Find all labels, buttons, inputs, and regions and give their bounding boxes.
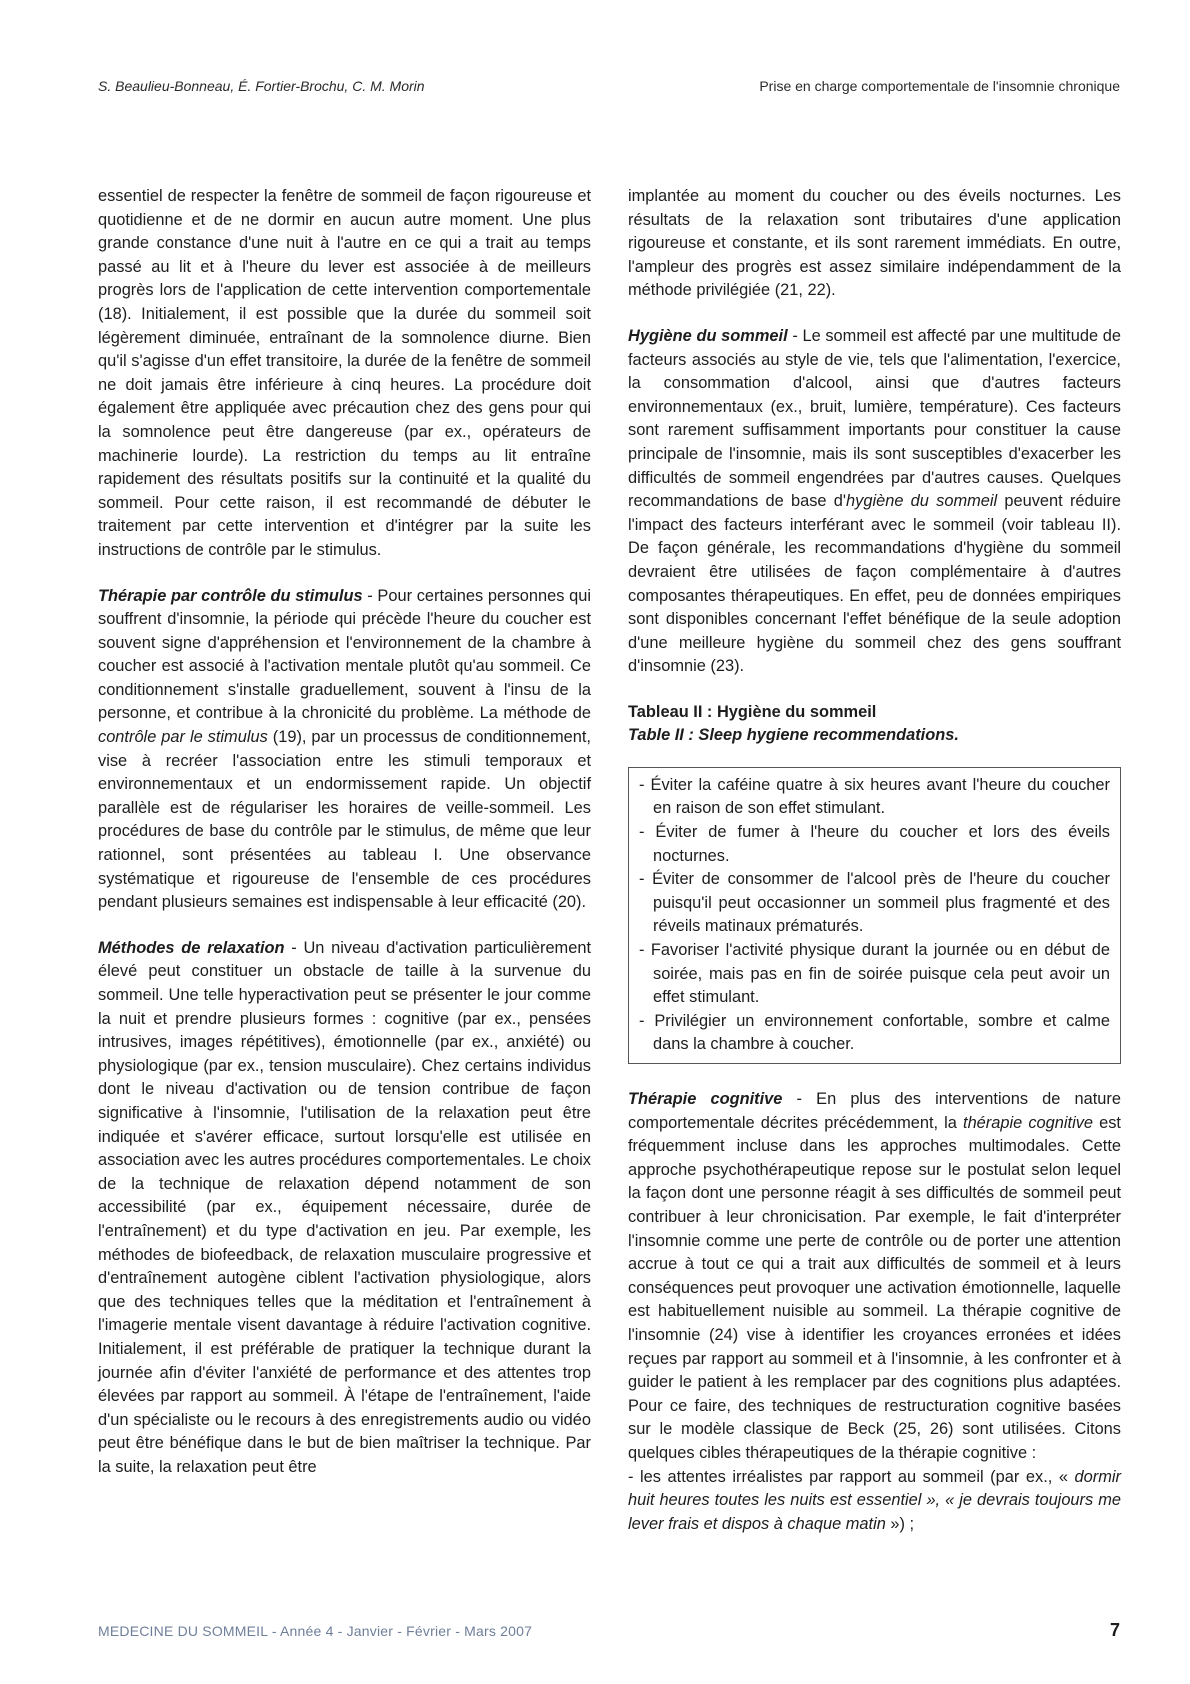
page-footer: [98, 1620, 1120, 1641]
running-header: [98, 78, 1120, 94]
cognitive-list-a: - les attentes irréalistes par rapport au sommeil (par ex., «: [628, 1467, 1075, 1486]
section-heading-cognitive: Thérapie cognitive: [628, 1090, 783, 1108]
article-title: Prise en charge comportementale de l'insomnie chronique: [759, 78, 1120, 94]
table-item: - Favoriser l'activité physique durant la journée ou en début de soirée, mais pas en fin de soirée puisque cela peut avoir un effet stimulant.: [639, 941, 1110, 1007]
cognitive-list-b: ») ;: [885, 1514, 915, 1533]
cognitive-list-item: [628, 1466, 1121, 1537]
section-heading-hygiene: Hygiène du sommeil: [628, 326, 788, 345]
hygiene-text-a: - Le sommeil est affecté par une multitude de facteurs associés au style de vie, tels que l'alimentation, l'exercice, la consommation d'alcool, ainsi que d'autres facteurs environnementaux (ex., bruit, lumière, température). Ces facteurs sont rarement suffisamment importants pour constituer la cause principale de l'insomnie, mais ils sont susceptibles d'exacerber les difficultés de sommeil engendrées par d'autres causes. Quelques recommandations de base d': [628, 326, 1121, 511]
cognitive-text-b: est fréquemment incluse dans les approches multimodales. Cette approche psychothérapeutique repose sur le postulat selon lequel la façon dont une personne réagit à ses difficultés de sommeil peut contribuer à leur chronicisation. Par exemple, le fait d'interpréter l'insomnie comme une perte de contrôle ou de porter une attention accrue à tout ce qui a trait aux difficultés de sommeil et à leurs conséquences peut provoquer une activation émotionnelle, laquelle est habituellement nuisible au sommeil. La thérapie cognitive de l'insomnie (24) vise à identifier les croyances erronées et idées reçues par rapport au sommeil et à l'insomnie, à les confronter et à guider le patient à les remplacer par des cognitions plus adaptées. Pour ce faire, des techniques de restructuration cognitive basées sur le modèle classique de Beck (25, 26) sont utilisées. Citons quelques cibles thérapeutiques de la thérapie cognitive :: [628, 1113, 1121, 1462]
stimulus-text-emphasis: contrôle par le stimulus: [98, 728, 268, 747]
authors: S. Beaulieu-Bonneau, É. Fortier-Brochu, C. M. Morin: [98, 78, 425, 94]
table-title-fr: Tableau II : Hygiène du sommeil: [628, 702, 877, 721]
table-item: - Éviter la caféine quatre à six heures avant l'heure du coucher en raison de son effet stimulant.: [639, 775, 1110, 818]
cognitive-text-a: - En plus des interventions de nature comportementale décrites précédemment, la: [628, 1090, 1121, 1132]
paragraph-cognitive-therapy: [628, 1088, 1121, 1466]
paragraph-sleep-restriction: essentiel de respecter la fenêtre de sommeil de façon rigoureuse et quotidienne et de ne dormir en aucun autre moment. Une plus grande constance d'une nuit à l'autre en ce qui a trait au temps passé au lit et à l'heure du lever est associée à de meilleurs progrès lors de l'application de cette intervention comportementale (18). Initialement, il est possible que la durée du sommeil soit légèrement diminuée, entraînant de la somnolence diurne. Bien qu'il s'agisse d'un effet transitoire, la durée de la fenêtre de sommeil ne doit jamais être inférieure à cinq heures. La procédure doit également être appliquée avec précaution chez des gens pour qui la somnolence peut être dangereuse (par ex., opérateurs de machinerie lourde). La restriction du temps au lit entraîne rapidement des résultats positifs sur la continuité et la qualité du sommeil. Pour cette raison, il est recommandé de débuter le traitement par cette intervention et d'intégrer par la suite les instructions de contrôle par le stimulus.: [98, 187, 591, 559]
page-number: 7: [1109, 1620, 1120, 1640]
table-title-en: Table II : Sleep hygiene recommendations.: [628, 725, 959, 744]
paragraph-relaxation: [98, 937, 591, 1480]
table-item: - Éviter de consommer de l'alcool près de l'heure du coucher puisqu'il peut occasionner un sommeil plus fragmenté et des réveils matinaux prématurés.: [639, 870, 1110, 936]
stimulus-text-a: - Pour certaines personnes qui souffrent d'insomnie, la période qui précède l'heure du coucher est souvent signe d'appréhension et l'environnement de la chambre à coucher est associé à l'activation mentale plutôt qu'au sommeil. Ce conditionnement s'installe graduellement, souvent à l'insu de la personne, et contribue à la chronicité du problème. La méthode de: [98, 586, 591, 723]
relaxation-text: - Un niveau d'activation particulièrement élevé peut constituer un obstacle de taille à la survenue du sommeil. Une telle hyperactivation peut se présenter le jour comme la nuit et prendre plusieurs formes : cognitive (par ex., pensées intrusives, images répétitives), émotionnelle (par ex., anxiété) ou physiologique (par ex., tension musculaire). Chez certains individus dont le niveau d'activation ou de tension contribue de façon significative à l'insomnie, l'utilisation de la relaxation peut être indiquée et s'avérer efficace, surtout lorsqu'elle est utilisée en association avec les autres procédures comportementales. Le choix de la technique de relaxation dépend notamment de son accessibilité (par ex., équipement nécessaire, durée de l'entraînement) et du type d'activation en jeu. Par exemple, les méthodes de biofeedback, de relaxation musculaire progressive et d'entraînement autogène ciblent l'activation physiologique, alors que des techniques telles que la méditation et l'entraînement à l'imagerie mentale visent davantage à réduire l'activation cognitive. Initialement, il est préférable de pratiquer la technique durant la journée afin d'éviter l'anxiété de performance et des attentes trop élevées par rapport au sommeil. À l'étape de l'entraînement, l'aide d'un spécialiste ou le recours à des enregistrements audio ou vidéo peut être bénéfique dans le but de bien maîtriser la technique. Par la suite, la relaxation peut être: [98, 938, 591, 1476]
hygiene-text-emphasis: hygiène du sommeil: [846, 492, 998, 511]
cognitive-list-emphasis: dormir huit heures toutes les nuits est essentiel », « je devrais toujours me lever frais et dispos à chaque matin: [628, 1467, 1121, 1533]
section-heading-stimulus: Thérapie par contrôle du stimulus: [98, 586, 363, 605]
paragraph-stimulus-control: [98, 585, 591, 915]
right-column: [628, 185, 1121, 1536]
hygiene-text-b: peuvent réduire l'impact des facteurs interférant avec le sommeil (voir tableau II). De façon générale, les recommandations d'hygiène du sommeil devraient être utilisées de façon complémentaire à d'autres composantes thérapeutiques. En effet, peu de données empiriques sont disponibles concernant l'effet bénéfique de la seule adoption d'une meilleure hygiène du sommeil chez des gens souffrant d'insomnie (23).: [628, 492, 1121, 676]
table-sleep-hygiene: [628, 767, 1121, 1064]
table-item: - Éviter de fumer à l'heure du coucher et lors des éveils nocturnes.: [639, 823, 1110, 865]
journal-footer: MEDECINE DU SOMMEIL - Année 4 - Janvier - Février - Mars 2007: [98, 1623, 533, 1639]
left-column: [98, 185, 591, 1479]
section-heading-relaxation: Méthodes de relaxation: [98, 938, 285, 957]
paragraph-relaxation-cont: implantée au moment du coucher ou des éveils nocturnes. Les résultats de la relaxation sont tributaires d'une application rigoureuse et constante, et ils sont rarement immédiats. En outre, l'ampleur des progrès est assez similaire indépendamment de la méthode privilégiée (21, 22).: [628, 187, 1121, 300]
paragraph-sleep-hygiene: [628, 325, 1121, 679]
cognitive-text-emphasis: thérapie cognitive: [963, 1113, 1094, 1132]
stimulus-text-b: (19), par un processus de conditionnement, vise à recréer l'association entre les stimuli temporaux et environnementaux et un endormissement rapide. Un objectif parallèle est de régulariser les horaires de veille-sommeil. Les procédures de base du contrôle par le stimulus, de même que leur rationnel, sont présentées au tableau I. Une observance systématique et rigoureuse de l'ensemble de ces procédures pendant plusieurs semaines est indispensable à leur efficacité (20).: [98, 728, 591, 912]
table-item: - Privilégier un environnement confortable, sombre et calme dans la chambre à coucher.: [639, 1011, 1110, 1054]
